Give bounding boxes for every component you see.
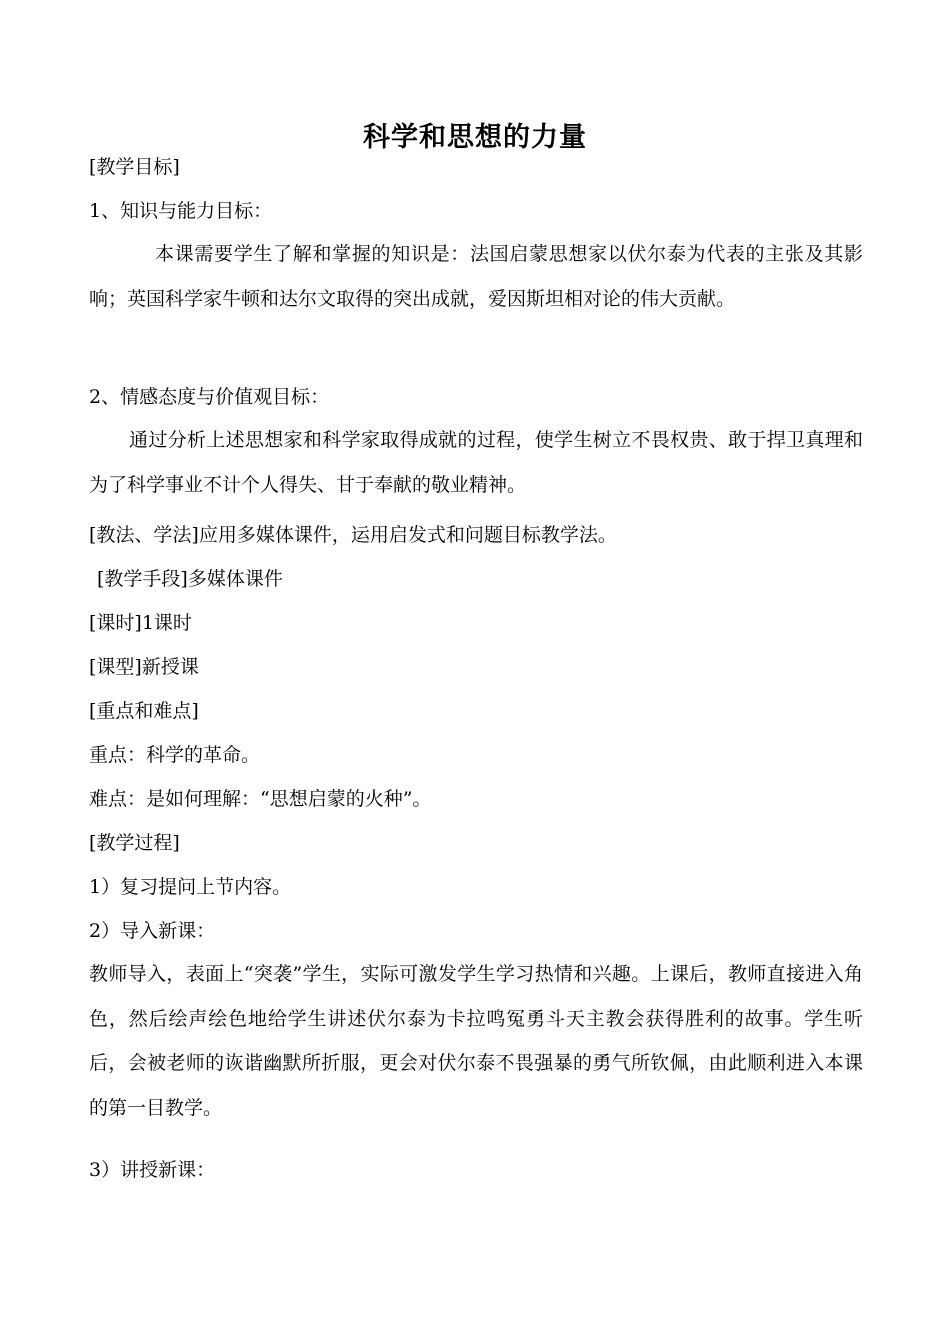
hours-line: [课时]1课时 <box>89 612 192 634</box>
methods-line: [教法、学法]应用多媒体课件，运用启发式和问题目标教学法。 <box>89 524 617 546</box>
goal2-paragraph: 通过分析上述思想家和科学家取得成就的过程，使学生树立不畏权贵、敢于捍卫真理和为了科学事业不计个人得失、甘于奉献的敬业精神。 <box>89 429 863 496</box>
step2-line: 2）导入新课： <box>89 920 216 942</box>
document-title: 科学和思想的力量 <box>363 122 587 153</box>
step1-line: 1）复习提问上节内容。 <box>89 876 292 898</box>
process-heading: [教学过程] <box>89 832 180 854</box>
step3-line: 3）讲授新课： <box>89 1159 216 1181</box>
goal1-heading: 1、知识与能力目标： <box>89 200 273 222</box>
intro-paragraph: 教师导入，表面上“突袭”学生，实际可激发学生学习热情和兴趣。上课后，教师直接进入角色，然后绘声绘色地给学生讲述伏尔泰为卡拉鸣冤勇斗天主教会获得胜利的故事。学生听后，会被老师的诙谐幽默所折服，更会对伏尔泰不畏强暴的勇气所钦佩，由此顺利进入本课的第一目教学。 <box>89 963 863 1119</box>
type-line: [课型]新授课 <box>89 656 199 678</box>
goal1-paragraph: 本课需要学生了解和掌握的知识是：法国启蒙思想家以伏尔泰为代表的主张及其影响；英国科学家牛顿和达尔文取得的突出成就，爱因斯坦相对论的伟大贡献。 <box>89 243 863 310</box>
goal2-heading: 2、情感态度与价值观目标： <box>89 386 330 408</box>
goals-heading: [教学目标] <box>89 156 180 178</box>
keypoint-line: 重点：科学的革命。 <box>89 744 261 766</box>
means-line: [教学手段]多媒体课件 <box>97 568 283 590</box>
difficulty-line: 难点：是如何理解：“思想启蒙的火种”。 <box>89 788 432 810</box>
keypoints-heading: [重点和难点] <box>89 700 199 722</box>
